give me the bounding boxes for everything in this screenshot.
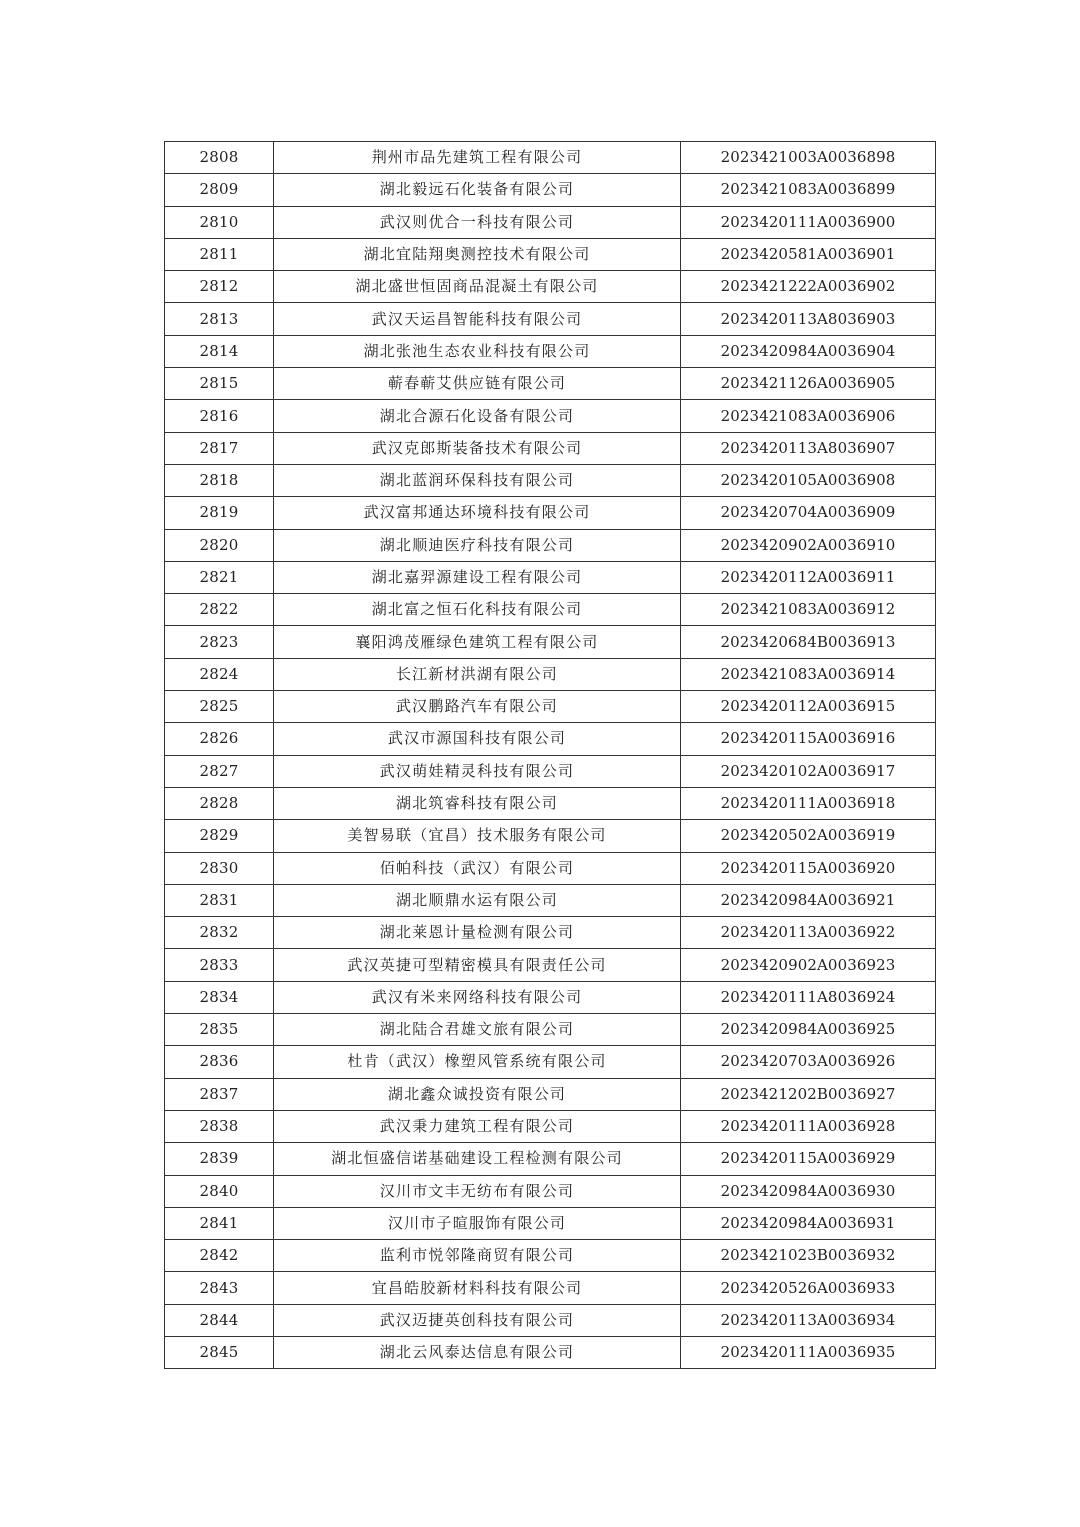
table-row <box>165 1078 936 1110</box>
registration-code: 2023420902A0036923 <box>681 949 936 981</box>
row-number: 2840 <box>165 1175 274 1207</box>
table-row <box>165 1304 936 1336</box>
company-name: 武汉富邦通达环境科技有限公司 <box>274 497 681 529</box>
registration-code: 2023420704A0036909 <box>681 497 936 529</box>
table-row <box>165 723 936 755</box>
row-number: 2810 <box>165 206 274 238</box>
table-row <box>165 238 936 270</box>
table-row <box>165 594 936 626</box>
row-number: 2833 <box>165 949 274 981</box>
row-number: 2816 <box>165 400 274 432</box>
company-name: 武汉克郎斯装备技术有限公司 <box>274 432 681 464</box>
registration-code: 2023421126A0036905 <box>681 368 936 400</box>
row-number: 2838 <box>165 1110 274 1142</box>
row-number: 2845 <box>165 1336 274 1368</box>
row-number: 2837 <box>165 1078 274 1110</box>
registration-code: 2023420581A0036901 <box>681 238 936 270</box>
registration-code: 2023421083A0036899 <box>681 174 936 206</box>
registration-code: 2023420112A0036915 <box>681 691 936 723</box>
row-number: 2809 <box>165 174 274 206</box>
row-number: 2827 <box>165 755 274 787</box>
registration-code: 2023420502A0036919 <box>681 820 936 852</box>
row-number: 2817 <box>165 432 274 464</box>
company-name: 武汉鹏路汽车有限公司 <box>274 691 681 723</box>
company-name: 湖北蓝润环保科技有限公司 <box>274 464 681 496</box>
table-row <box>165 497 936 529</box>
company-name: 武汉英捷可型精密模具有限责任公司 <box>274 949 681 981</box>
registration-code: 2023420111A0036935 <box>681 1336 936 1368</box>
table-row <box>165 400 936 432</box>
table-row <box>165 174 936 206</box>
company-name: 湖北陆合君雄文旅有限公司 <box>274 1014 681 1046</box>
table-row <box>165 1110 936 1142</box>
row-number: 2835 <box>165 1014 274 1046</box>
table-row <box>165 142 936 174</box>
company-name: 杜肯（武汉）橡塑风管系统有限公司 <box>274 1046 681 1078</box>
company-name: 湖北盛世恒固商品混凝土有限公司 <box>274 271 681 303</box>
registration-code: 2023420113A0036922 <box>681 917 936 949</box>
company-name: 武汉天运昌智能科技有限公司 <box>274 303 681 335</box>
registration-code: 2023420111A0036918 <box>681 787 936 819</box>
row-number: 2818 <box>165 464 274 496</box>
row-number: 2815 <box>165 368 274 400</box>
table-row <box>165 626 936 658</box>
company-name: 蕲春蕲艾供应链有限公司 <box>274 368 681 400</box>
row-number: 2822 <box>165 594 274 626</box>
row-number: 2811 <box>165 238 274 270</box>
registration-code: 2023420102A0036917 <box>681 755 936 787</box>
company-name: 湖北张池生态农业科技有限公司 <box>274 335 681 367</box>
table-row <box>165 271 936 303</box>
table-row <box>165 561 936 593</box>
table-row <box>165 303 936 335</box>
table-row <box>165 1143 936 1175</box>
table-row <box>165 206 936 238</box>
company-name: 宜昌皓胶新材料科技有限公司 <box>274 1272 681 1304</box>
registration-code: 2023421003A0036898 <box>681 142 936 174</box>
company-name: 长江新材洪湖有限公司 <box>274 658 681 690</box>
row-number: 2841 <box>165 1207 274 1239</box>
company-name: 武汉迈捷英创科技有限公司 <box>274 1304 681 1336</box>
row-number: 2814 <box>165 335 274 367</box>
company-name: 武汉有米来网络科技有限公司 <box>274 981 681 1013</box>
registration-code: 2023420111A8036924 <box>681 981 936 1013</box>
company-name: 荆州市品先建筑工程有限公司 <box>274 142 681 174</box>
row-number: 2834 <box>165 981 274 1013</box>
row-number: 2823 <box>165 626 274 658</box>
registration-code: 2023420113A8036903 <box>681 303 936 335</box>
company-name: 汉川市文丰无纺布有限公司 <box>274 1175 681 1207</box>
row-number: 2826 <box>165 723 274 755</box>
table-row <box>165 949 936 981</box>
registration-code: 2023420902A0036910 <box>681 529 936 561</box>
company-name: 湖北云风泰达信息有限公司 <box>274 1336 681 1368</box>
registration-code: 2023420105A0036908 <box>681 464 936 496</box>
registration-code: 2023420703A0036926 <box>681 1046 936 1078</box>
registration-code: 2023421083A0036914 <box>681 658 936 690</box>
company-name: 武汉则优合一科技有限公司 <box>274 206 681 238</box>
row-number: 2839 <box>165 1143 274 1175</box>
registration-code: 2023420112A0036911 <box>681 561 936 593</box>
company-name: 湖北嘉羿源建设工程有限公司 <box>274 561 681 593</box>
table-row <box>165 1014 936 1046</box>
row-number: 2819 <box>165 497 274 529</box>
registration-code: 2023420113A8036907 <box>681 432 936 464</box>
registration-code: 2023420111A0036900 <box>681 206 936 238</box>
row-number: 2843 <box>165 1272 274 1304</box>
row-number: 2830 <box>165 852 274 884</box>
table-body <box>165 142 936 1369</box>
company-name: 襄阳鸿茂雁绿色建筑工程有限公司 <box>274 626 681 658</box>
table-row <box>165 529 936 561</box>
row-number: 2832 <box>165 917 274 949</box>
table-row <box>165 917 936 949</box>
row-number: 2842 <box>165 1240 274 1272</box>
row-number: 2825 <box>165 691 274 723</box>
table-row <box>165 335 936 367</box>
company-name: 湖北莱恩计量检测有限公司 <box>274 917 681 949</box>
table-row <box>165 1272 936 1304</box>
registration-code: 2023420984A0036904 <box>681 335 936 367</box>
row-number: 2828 <box>165 787 274 819</box>
company-table <box>164 141 936 1369</box>
row-number: 2836 <box>165 1046 274 1078</box>
table-row <box>165 1046 936 1078</box>
company-name: 监利市悦邻隆商贸有限公司 <box>274 1240 681 1272</box>
registration-code: 2023421083A0036912 <box>681 594 936 626</box>
registration-code: 2023420111A0036928 <box>681 1110 936 1142</box>
company-name: 湖北富之恒石化科技有限公司 <box>274 594 681 626</box>
table-row <box>165 884 936 916</box>
registration-code: 2023421023B0036932 <box>681 1240 936 1272</box>
registration-code: 2023420526A0036933 <box>681 1272 936 1304</box>
company-name: 武汉萌娃精灵科技有限公司 <box>274 755 681 787</box>
company-name: 湖北顺迪医疗科技有限公司 <box>274 529 681 561</box>
company-name: 湖北恒盛信诺基础建设工程检测有限公司 <box>274 1143 681 1175</box>
company-name: 湖北筑睿科技有限公司 <box>274 787 681 819</box>
row-number: 2812 <box>165 271 274 303</box>
table-row <box>165 432 936 464</box>
table-row <box>165 981 936 1013</box>
registration-code: 2023420684B0036913 <box>681 626 936 658</box>
table-row <box>165 852 936 884</box>
registration-code: 2023420984A0036930 <box>681 1175 936 1207</box>
table-row <box>165 755 936 787</box>
company-name: 湖北宜陆翔奥测控技术有限公司 <box>274 238 681 270</box>
registration-code: 2023421202B0036927 <box>681 1078 936 1110</box>
table-row <box>165 1336 936 1368</box>
registration-code: 2023420984A0036925 <box>681 1014 936 1046</box>
row-number: 2829 <box>165 820 274 852</box>
row-number: 2820 <box>165 529 274 561</box>
company-name: 湖北鑫众诚投资有限公司 <box>274 1078 681 1110</box>
registration-code: 2023420984A0036921 <box>681 884 936 916</box>
table-row <box>165 787 936 819</box>
registration-code: 2023421222A0036902 <box>681 271 936 303</box>
row-number: 2824 <box>165 658 274 690</box>
registration-code: 2023420115A0036920 <box>681 852 936 884</box>
table-row <box>165 658 936 690</box>
registration-code: 2023421083A0036906 <box>681 400 936 432</box>
table-row <box>165 464 936 496</box>
company-name: 武汉秉力建筑工程有限公司 <box>274 1110 681 1142</box>
table-row <box>165 1175 936 1207</box>
table-row <box>165 1207 936 1239</box>
company-name: 汉川市子暄服饰有限公司 <box>274 1207 681 1239</box>
row-number: 2844 <box>165 1304 274 1336</box>
table-row <box>165 368 936 400</box>
company-name: 湖北合源石化设备有限公司 <box>274 400 681 432</box>
company-name: 湖北顺鼎水运有限公司 <box>274 884 681 916</box>
company-name: 佰帕科技（武汉）有限公司 <box>274 852 681 884</box>
registration-code: 2023420984A0036931 <box>681 1207 936 1239</box>
table-row <box>165 1240 936 1272</box>
registration-code: 2023420115A0036929 <box>681 1143 936 1175</box>
company-name: 武汉市源国科技有限公司 <box>274 723 681 755</box>
table-row <box>165 820 936 852</box>
row-number: 2831 <box>165 884 274 916</box>
row-number: 2813 <box>165 303 274 335</box>
company-name: 美智易联（宜昌）技术服务有限公司 <box>274 820 681 852</box>
row-number: 2808 <box>165 142 274 174</box>
company-name: 湖北毅远石化装备有限公司 <box>274 174 681 206</box>
row-number: 2821 <box>165 561 274 593</box>
table-row <box>165 691 936 723</box>
registration-code: 2023420113A0036934 <box>681 1304 936 1336</box>
registration-code: 2023420115A0036916 <box>681 723 936 755</box>
